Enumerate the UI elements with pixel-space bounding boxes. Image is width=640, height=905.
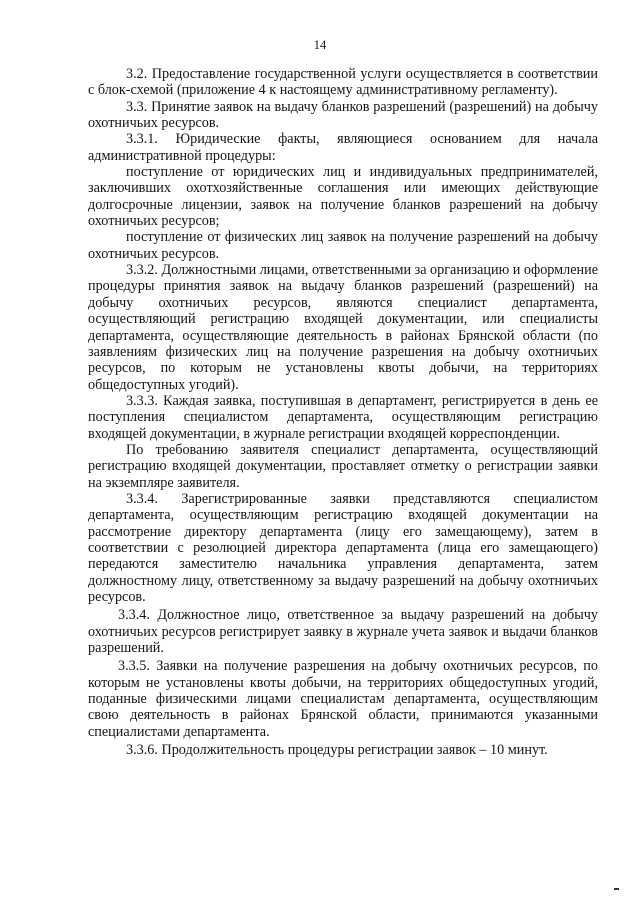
paragraph-3-3-4-official: 3.3.4. Должностное лицо, ответственное за выдачу разрешений на добычу охотничьих ресурсов регистрирует заявку в журнале учета заявок и выдачи бланков разрешений. [88,607,598,657]
document-body [88,66,598,758]
paragraph-3-3-2: 3.3.2. Должностными лицами, ответственными за организацию и оформление процедуры принятия заявок на выдачу бланков разрешений (разрешений) на добычу охотничьих ресурсов, являются специалист департамента, осуществляющий регистрацию входящей документации, или специалисты департамента, осуществляющие деятельность в районах Брянской области (по заявлениям физических лиц на получение разрешения на добычу охотничьих ресурсов, по которым не установлены квоты добычи, на территориях общедоступных угодий). [88,262,598,393]
paragraph-3-2: 3.2. Предоставление государственной услуги осуществляется в соответствии с блок-схемой (приложение 4 к настоящему административному регламенту). [88,66,598,99]
paragraph-registration-mark: По требованию заявителя специалист департамента, осуществляющий регистрацию входящей документации, проставляет отметку о регистрации заявки на экземпляре заявителя. [88,441,598,491]
paragraph-3-3: 3.3. Принятие заявок на выдачу бланков разрешений (разрешений) на добычу охотничьих ресурсов. [88,98,598,132]
paragraph-3-3-3: 3.3.3. Каждая заявка, поступившая в департамент, регистрируется в день ее поступления специалистом департамента, осуществляющим регистрацию входящей документации, в журнале регистрации входящей корреспонденции. [88,392,598,442]
paragraph-legal-entities: поступление от юридических лиц и индивидуальных предпринимателей, заключивших охотхозяйственные соглашения или имеющих действующие долгосрочные лицензии, заявок на получение бланков разрешений на добычу охотничьих ресурсов; [88,164,598,230]
paragraph-3-3-1: 3.3.1. Юридические факты, являющиеся основанием для начала административной процедуры: [88,131,598,164]
paragraph-3-3-6: 3.3.6. Продолжительность процедуры регистрации заявок – 10 минут. [126,742,548,759]
paragraph-individuals: поступление от физических лиц заявок на получение разрешений на добычу охотничьих ресурсов. [88,229,598,262]
paragraph-3-3-5: 3.3.5. Заявки на получение разрешения на добычу охотничьих ресурсов, по которым не установлены квоты добычи, на территориях общедоступных угодий, поданные физическими лицами специалистам департамента, осуществляющим свою деятельность в районах Брянской области, принимаются указанными специалистами департамента. [88,658,598,740]
page-number: 14 [313,38,327,52]
paragraph-3-3-4-registered: 3.3.4. Зарегистрированные заявки представляются специалистом департамента, осуществляющим регистрацию входящей документации на рассмотрение директору департамента (лицу его замещающему), затем в соответствии с резолюцией директора департамента (лица его замещающего) передаются заместителю начальника управления департамента, затем должностному лицу, ответственному за выдачу разрешений на добычу охотничьих ресурсов. [88,490,598,605]
scan-mark [614,888,619,890]
